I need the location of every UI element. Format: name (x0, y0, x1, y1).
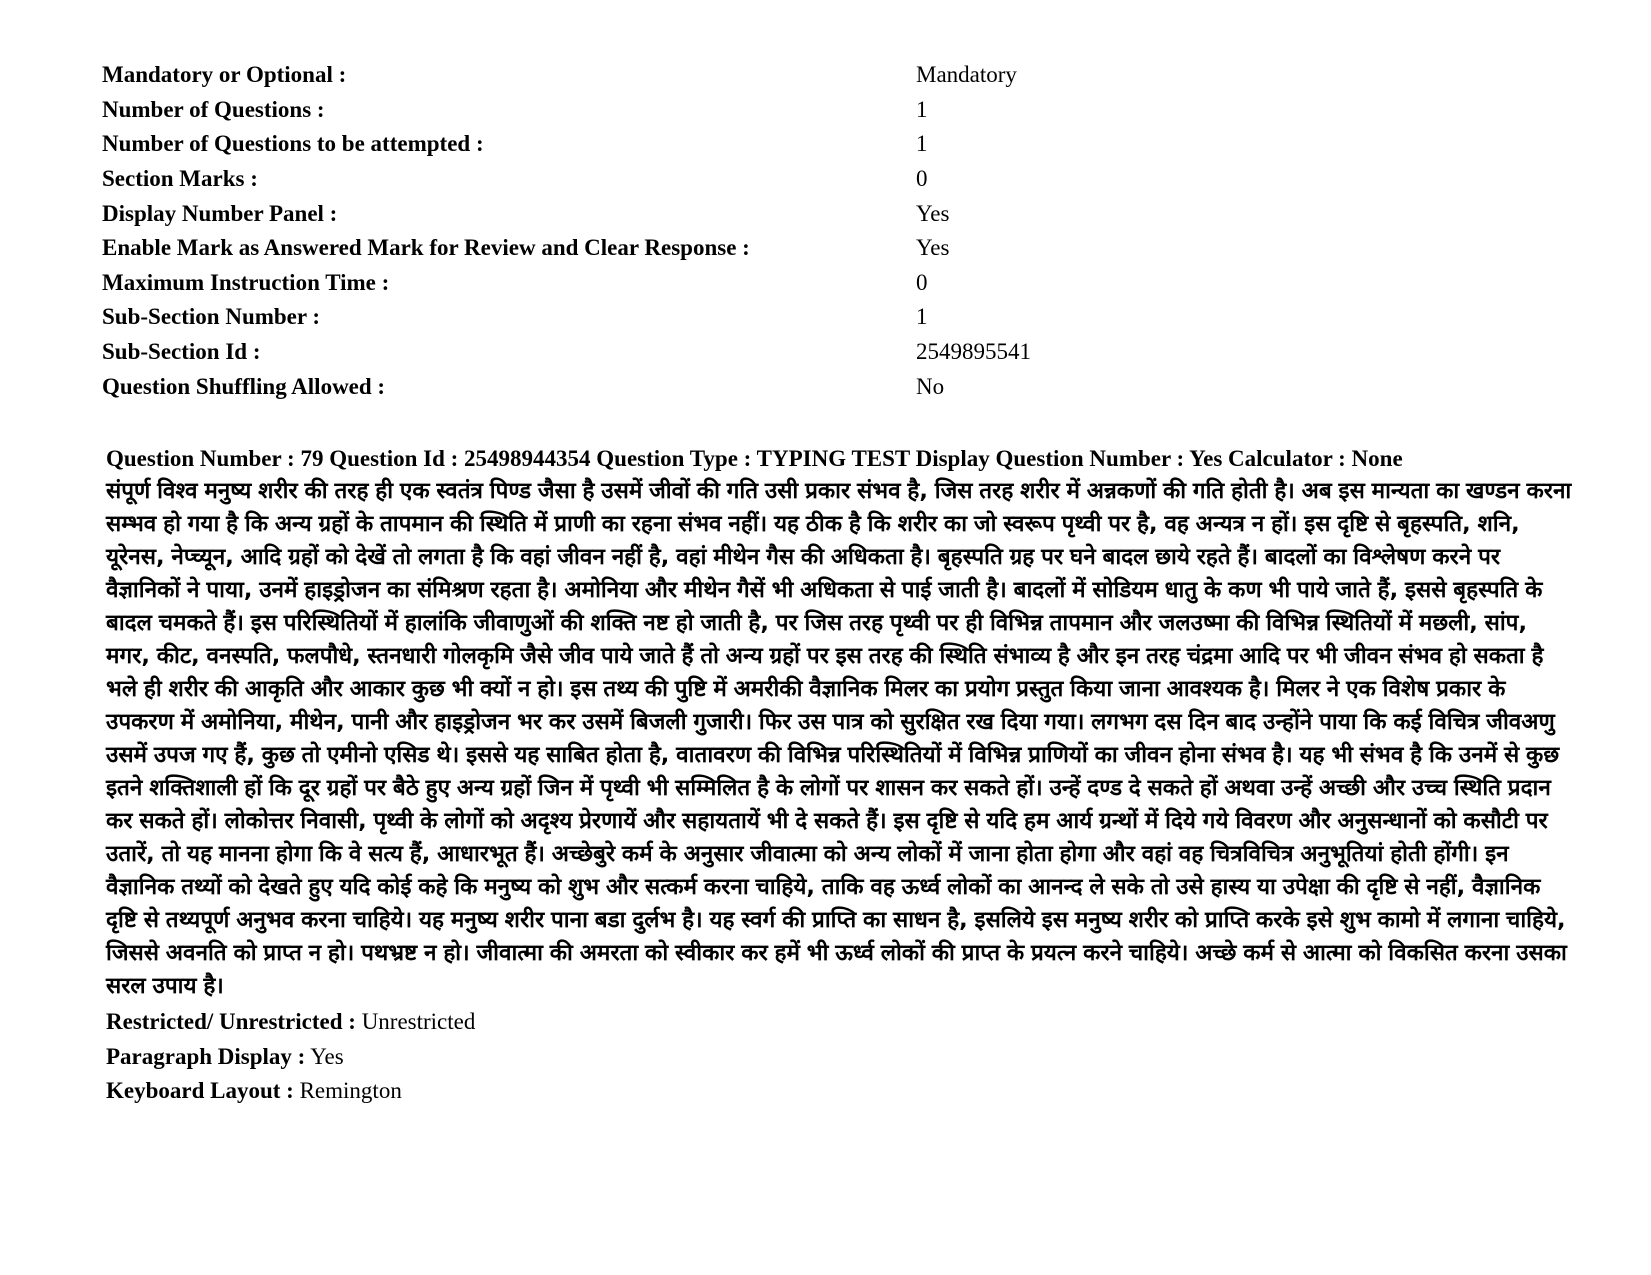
info-value: 1 (916, 96, 928, 122)
section-info-row (102, 266, 1562, 301)
section-info-row (102, 335, 1562, 370)
section-info-row (102, 369, 1562, 404)
info-label: Question Shuffling Allowed : (102, 373, 386, 399)
info-value: Yes (916, 200, 950, 226)
footer-row-paragraph-display (106, 1040, 1576, 1075)
question-block (106, 442, 1576, 1109)
section-info-row (102, 127, 1562, 162)
footer-value: Unrestricted (361, 1009, 476, 1034)
footer-row-keyboard-layout (106, 1074, 1576, 1109)
section-info-row (102, 58, 1562, 93)
info-label: Mandatory or Optional : (102, 62, 347, 88)
footer-value: Remington (299, 1078, 402, 1103)
question-header: Question Number : 79 Question Id : 25498944354 Question Type : TYPING TEST Display Question Number : Yes Calculator : None (106, 446, 1403, 471)
section-info-table (102, 58, 1562, 404)
info-label: Number of Questions : (102, 96, 325, 122)
section-info-row (102, 93, 1562, 128)
info-label: Display Number Panel : (102, 200, 338, 226)
info-value: 0 (916, 269, 928, 295)
section-info-row (102, 300, 1562, 335)
footer-row-restricted (106, 1005, 1576, 1040)
question-passage: संपूर्ण विश्व मनुष्य शरीर की तरह ही एक स्वतंत्र पिण्ड जैसा है उसमें जीवों की गति उसी प्रकार संभव है, जिस तरह शरीर में अन्नकणों की गति होती है। अब इस मान्यता का खण्डन करना सम्भव हो गया है कि अन्य ग्रहों के तापमान की स्थिति में प्राणी का रहना संभव नहीं। यह ठीक है कि शरीर का जो स्वरूप पृथ्वी पर है, वह अन्यत्र न हों। इस दृष्टि से बृहस्पति, शनि, यूरेनस, नेप्च्यून, आदि ग्रहों को देखें तो लगता है कि वहां जीवन नहीं है, वहां मीथेन गैस की अधिकता है। बृहस्पति ग्रह पर घने बादल छाये रहते हैं। बादलों का विश्लेषण करने पर वैज्ञानिकों ने पाया, उनमें हाइड्रोजन का संमिश्रण रहता है। अमोनिया और मीथेन गैसें भी अधिकता से पाई जाती है। बादलों में सोडियम धातु के कण भी पाये जाते हैं, इससे बृहस्पति के बादल चमकते हैं। इस परिस्थितियों में हालांकि जीवाणुओं की शक्ति नष्ट हो जाती है, पर जिस तरह पृथ्वी पर ही विभिन्न तापमान और जलउष्मा की विभिन्न स्थितियों में मछली, सांप, मगर, कीट, वनस्पति, फलपौधे, स्तनधारी गोलकृमि जैसे जीव पाये जाते हैं तो अन्य ग्रहों पर इस तरह की स्थिति संभाव्य है और इन तरह चंद्रमा आदि पर भी जीवन संभव हो सकता है भले ही शरीर की आकृति और आकार कुछ भी क्यों न हो। इस तथ्य की पुष्टि में अमरीकी वैज्ञानिक मिलर का प्रयोग प्रस्तुत किया जाना आवश्यक है। मिलर ने एक विशेष प्रकार के उपकरण में अमोनिया, मीथेन, पानी और हाइड्रोजन भर कर उसमें बिजली गुजारी। फिर उस पात्र को सुरक्षित रख दिया गया। लगभग दस दिन बाद उन्होंने पाया कि कई विचित्र जीवअणु उसमें उपज गए हैं, कुछ तो एमीनो एसिड थे। इससे यह साबित होता है, वातावरण की विभिन्न परिस्थितियों में विभिन्न प्राणियों का जीवन होना संभव है। यह भी संभव है कि उनमें से कुछ इतने शक्तिशाली हों कि दूर ग्रहों पर बैठे हुए अन्य ग्रहों जिन में पृथ्वी भी सम्मिलित है के लोगों पर शासन कर सकते हों। उन्हें दण्ड दे सकते हों अथवा उन्हें अच्छी और उच्च स्थिति प्रदान कर सकते हों। लोकोत्तर निवासी, पृथ्वी के लोगों को अदृश्य प्रेरणायें और सहायतायें भी दे सकते हैं। इस दृष्टि से यदि हम आर्य ग्रन्थों में दिये गये विवरण और अनुसन्धानों को कसौटी पर उतारें, तो यह मानना होगा कि वे सत्य हैं, आधारभूत हैं। अच्छेबुरे कर्म के अनुसार जीवात्मा को अन्य लोकों में जाना होता होगा और वहां वह चित्रविचित्र अनुभूतियां होती होंगी। इन वैज्ञानिक तथ्यों को देखते हुए यदि कोई कहे कि मनुष्य को शुभ और सत्कर्म करना चाहिये, ताकि वह ऊर्ध्व लोकों का आनन्द ले सके तो उसे हास्य या उपेक्षा की दृष्टि से नहीं, वैज्ञानिक दृष्टि से तथ्यपूर्ण अनुभव करना चाहिये। यह मनुष्य शरीर पाना बडा दुर्लभ है। यह स्वर्ग की प्राप्ति का साधन है, इसलिये इस मनुष्य शरीर को प्राप्ति करके इसे शुभ कामो में लगाना चाहिये, जिससे अवनति को प्राप्त न हो। पथभ्रष्ट न हो। जीवात्मा की अमरता को स्वीकार कर हमें भी ऊर्ध्व लोकों की प्राप्त के प्रयत्न करने चाहिये। अच्छे कर्म से आत्मा को विकसित करना उसका सरल उपाय है। (106, 478, 1572, 999)
info-value: 0 (916, 166, 928, 192)
info-value: 1 (916, 131, 928, 157)
info-label: Maximum Instruction Time : (102, 269, 390, 295)
info-value: No (916, 373, 945, 399)
info-label: Enable Mark as Answered Mark for Review and Clear Response : (102, 235, 750, 261)
footer-label: Paragraph Display : (106, 1043, 306, 1069)
footer-value: Yes (310, 1043, 344, 1069)
question-footer (106, 1005, 1576, 1109)
info-value: 2549895541 (916, 339, 1031, 365)
info-label: Section Marks : (102, 166, 258, 192)
footer-label: Restricted/ Unrestricted : (106, 1009, 356, 1034)
info-label: Sub-Section Number : (102, 304, 321, 330)
section-info-row (102, 196, 1562, 231)
footer-label: Keyboard Layout : (106, 1078, 294, 1103)
info-label: Sub-Section Id : (102, 339, 261, 365)
info-label: Number of Questions to be attempted : (102, 131, 484, 157)
info-value: Mandatory (916, 62, 1017, 88)
section-info-row (102, 162, 1562, 197)
info-value: 1 (916, 304, 928, 330)
section-info-row (102, 231, 1562, 266)
info-value: Yes (916, 235, 950, 261)
